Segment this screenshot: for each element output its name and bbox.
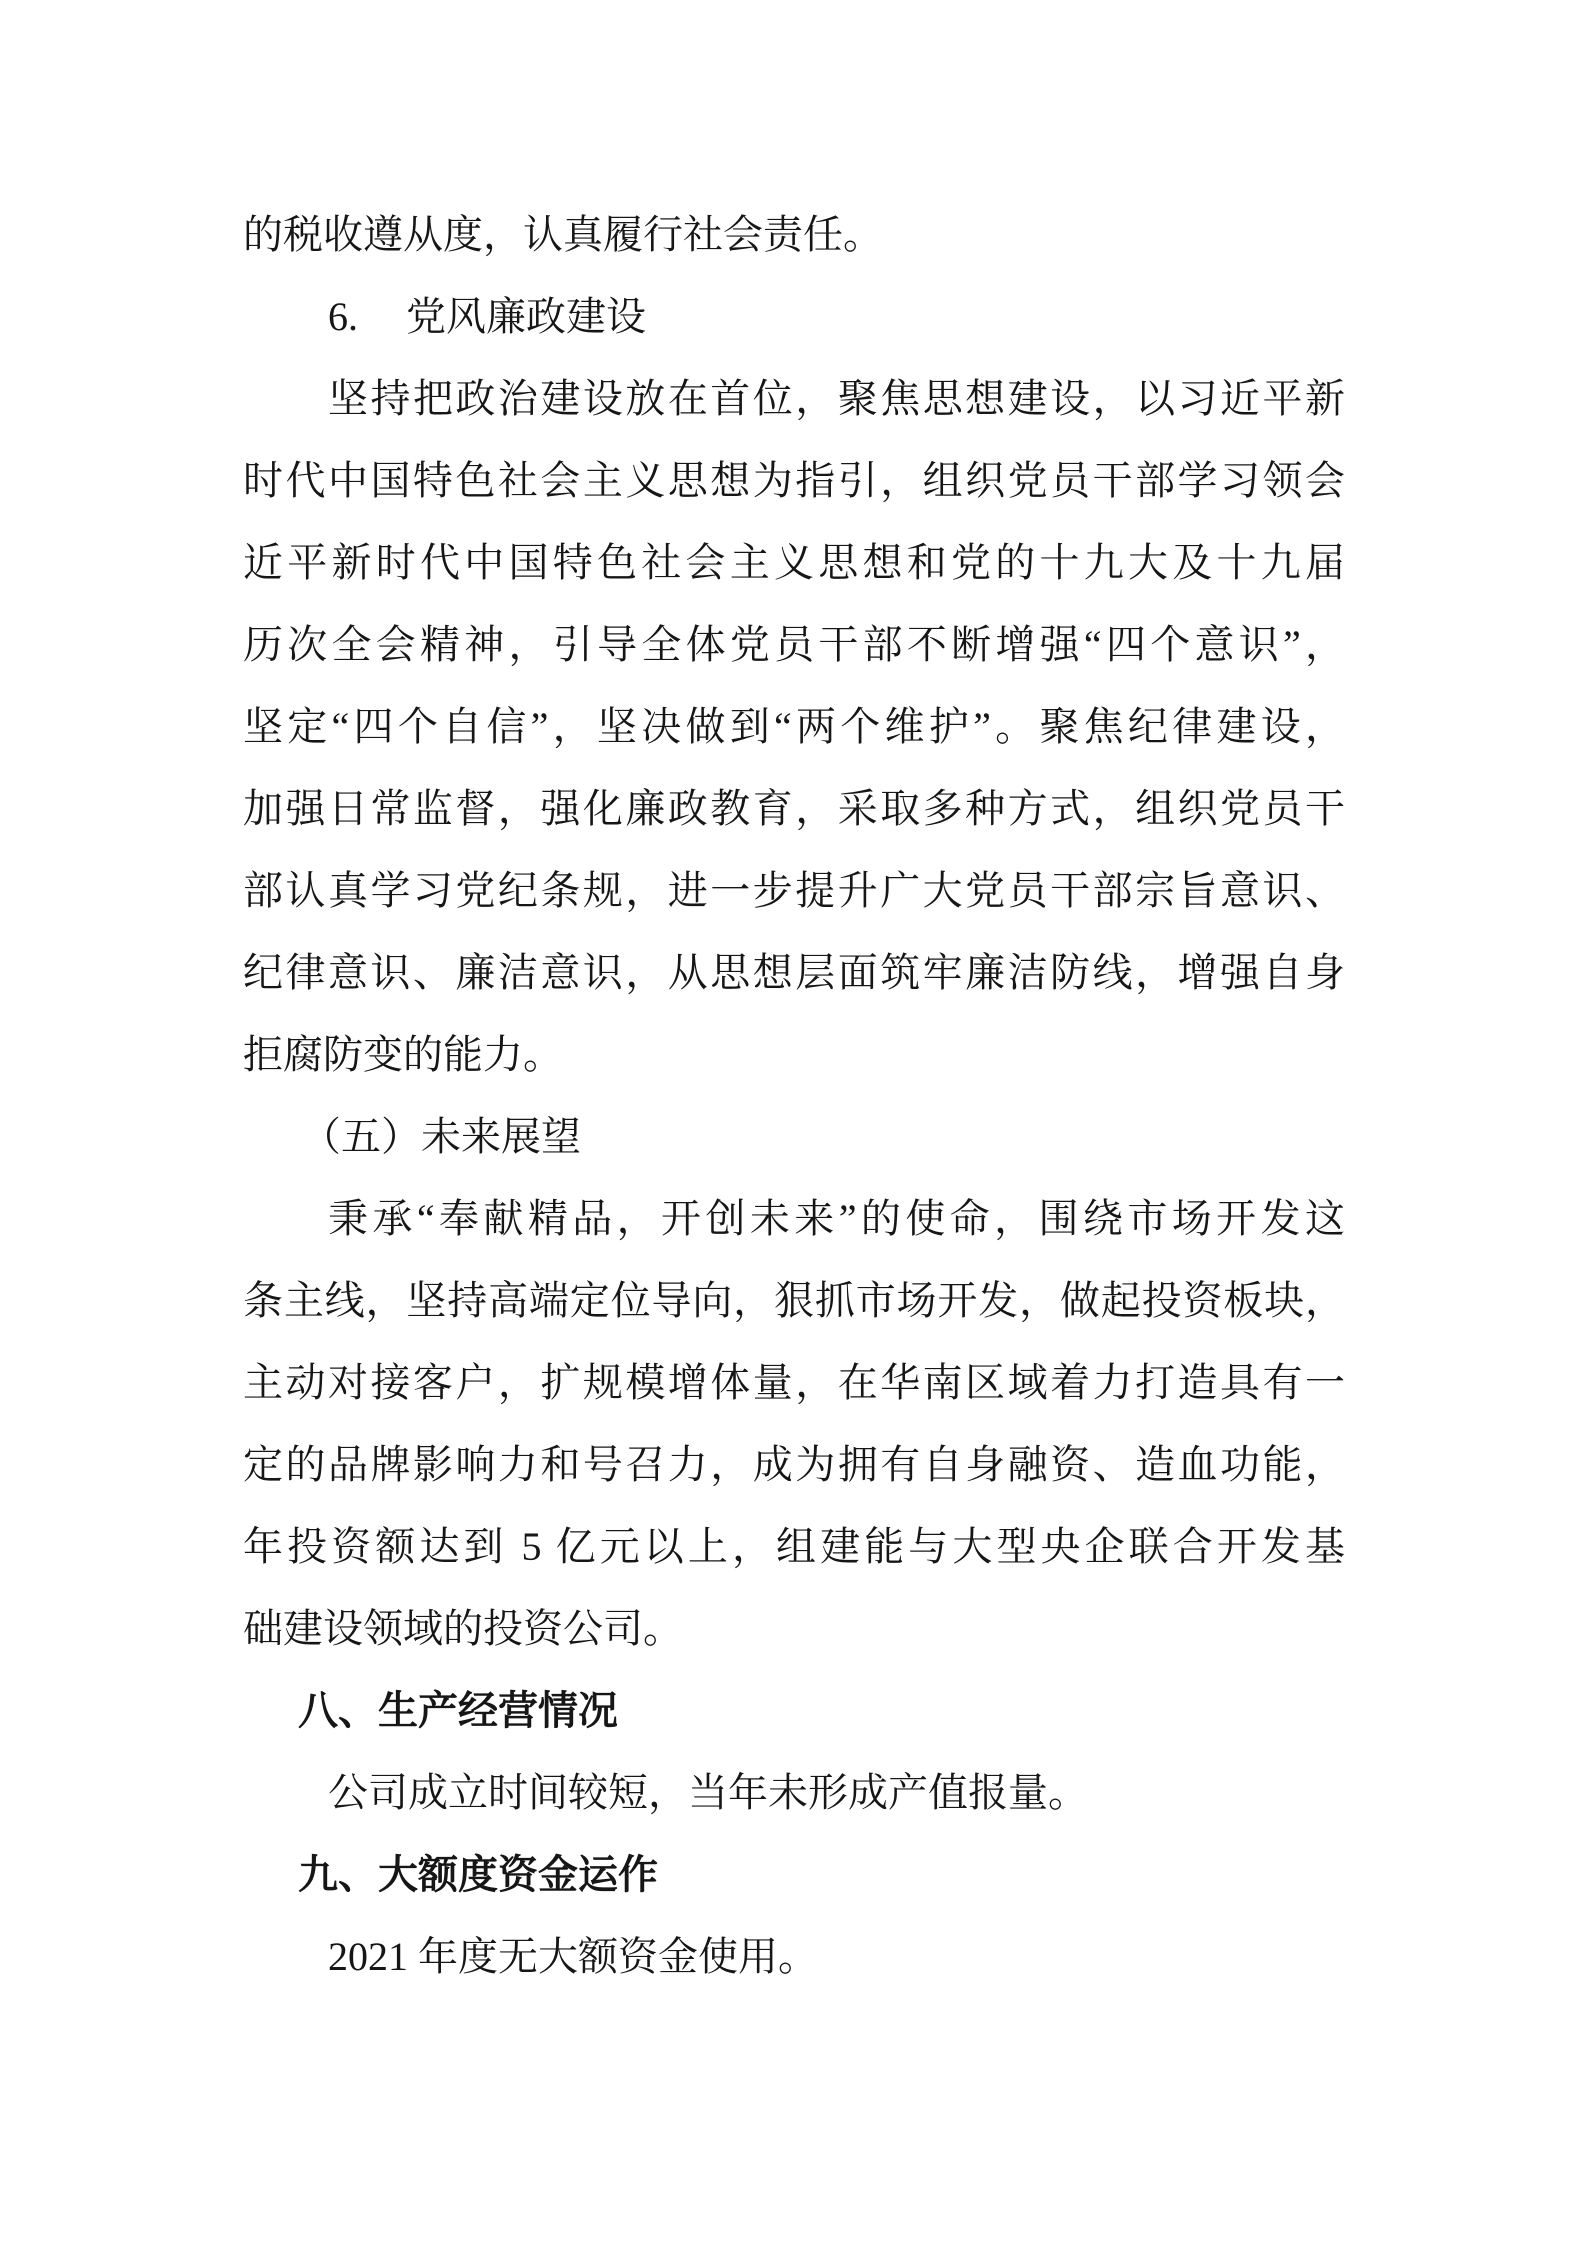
paragraph-line: 拒腐防变的能力。 — [243, 1032, 563, 1077]
section-heading-8: 八、生产经营情况 — [298, 1688, 618, 1733]
paragraph-line: 主动对接客户，扩规模增体量，在华南区域着力打造具有一 — [243, 1360, 1345, 1405]
paragraph-continuation-line: 的税收遵从度，认真履行社会责任。 — [243, 212, 883, 257]
paragraph-line: 年投资额达到 5 亿元以上，组建能与大型央企联合开发基 — [243, 1524, 1345, 1569]
paragraph-line: 坚持把政治建设放在首位，聚焦思想建设，以习近平新 — [328, 376, 1345, 421]
paragraph-line: 纪律意识、廉洁意识，从思想层面筑牢廉洁防线，增强自身 — [243, 950, 1345, 995]
paragraph-line: 近平新时代中国特色社会主义思想和党的十九大及十九届 — [243, 540, 1345, 585]
paragraph-line: 定的品牌影响力和号召力，成为拥有自身融资、造血功能， — [243, 1442, 1345, 1487]
paragraph-line: 加强日常监督，强化廉政教育，采取多种方式，组织党员干 — [243, 786, 1345, 831]
paragraph-line: 秉承“奉献精品，开创未来”的使命，围绕市场开发这 — [328, 1196, 1345, 1241]
paragraph-line: 条主线，坚持高端定位导向，狠抓市场开发，做起投资板块， — [243, 1278, 1345, 1323]
subsection-heading-6 — [243, 276, 1345, 358]
paragraph-line: 部认真学习党纪条规，进一步提升广大党员干部宗旨意识、 — [243, 868, 1345, 913]
subsection-title: 党风廉政建设 — [406, 294, 646, 339]
paragraph-production: 公司成立时间较短，当年未形成产值报量。 — [328, 1770, 1088, 1815]
paragraph-line: 时代中国特色社会主义思想为指引，组织党员干部学习领会 — [243, 458, 1345, 503]
paragraph-line: 历次全会精神，引导全体党员干部不断增强“四个意识”， — [243, 622, 1345, 667]
subsection-heading-5: （五）未来展望 — [301, 1114, 581, 1159]
paragraph-line: 础建设领域的投资公司。 — [243, 1606, 683, 1651]
paragraph-funds: 2021 年度无大额资金使用。 — [328, 1934, 818, 1979]
paragraph-line: 坚定“四个自信”，坚决做到“两个维护”。聚焦纪律建设， — [243, 704, 1345, 749]
section-heading-9: 九、大额度资金运作 — [298, 1852, 658, 1897]
subsection-number: 6. — [328, 294, 358, 339]
